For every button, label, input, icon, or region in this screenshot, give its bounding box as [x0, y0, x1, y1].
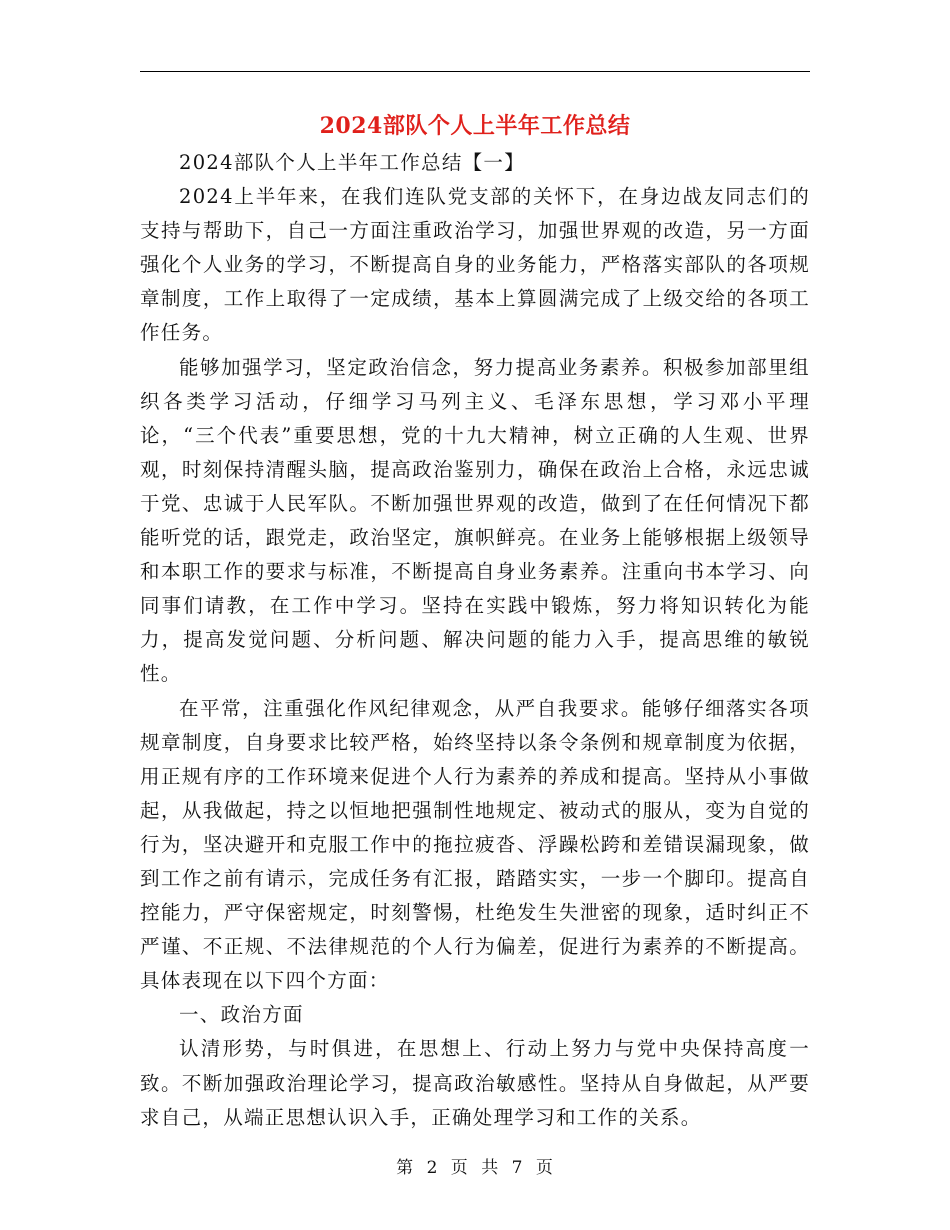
paragraph-intro: 2024上半年来，在我们连队党支部的关怀下，在身边战友同志们的支持与帮助下，自己一方面注重政治学习，加强世界观的改造，另一方面强化个人业务的学习，不断提高自身的业务能力，严格落实部队的各项规章制度，工作上取得了一定成绩，基本上算圆满完成了上级交给的各项工作任务。 — [140, 185, 810, 345]
footer-total-pages: 7 — [511, 1158, 524, 1178]
footer-current-page: 2 — [426, 1158, 439, 1178]
paragraph-politics: 认清形势，与时俱进，在思想上、行动上努力与党中央保持高度一致。不断加强政治理论学习，提高政治敏感性。坚持从自身做起，从严要求自己，从端正思想认识入手，正确处理学习和工作的关系。 — [140, 1037, 810, 1129]
paragraph-study: 能够加强学习，坚定政治信念，努力提高业务素养。积极参加部里组织各类学习活动，仔细学习马列主义、毛泽东思想，学习邓小平理论，“三个代表”重要思想，党的十九大精神，树立正确的人生观、世界观，时刻保持清醒头脑，提高政治鉴别力，确保在政治上合格，永远忠诚于党、忠诚于人民军队。不断加强世界观的改造，做到了在任何情况下都能听党的话，跟党走，政治坚定，旗帜鲜亮。在业务上能够根据上级领导和本职工作的要求与标准，不断提高自身业务素养。注重向书本学习、向同事们请教，在工作中学习。坚持在实践中锻炼，努力将知识转化为能力，提高发觉问题、分析问题、解决问题的能力入手，提高思维的敏锐性。 — [140, 355, 810, 686]
paragraph-discipline: 在平常，注重强化作风纪律观念，从严自我要求。能够仔细落实各项规章制度，自身要求比较严格，始终坚持以条令条例和规章制度为依据，用正规有序的工作环境来促进个人行为素养的养成和提高。坚持从小事做起，从我做起，持之以恒地把强制性地规定、被动式的服从，变为自觉的行为，坚决避开和克服工作中的拖拉疲沓、浮躁松跨和差错误漏现象，做到工作之前有请示，完成任务有汇报，踏踏实实，一步一个脚印。提高自控能力，严守保密规定，时刻警惕，杜绝发生失泄密的现象，适时纠正不严谨、不正规、不法律规范的个人行为偏差，促进行为素养的不断提高。具体表现在以下四个方面： — [140, 696, 810, 993]
footer-unit-label-2: 页 — [535, 1158, 554, 1178]
document-body — [140, 146, 810, 1135]
header-rule — [140, 71, 810, 72]
page-footer — [0, 1153, 950, 1178]
footer-unit-label: 页 — [450, 1158, 469, 1178]
subheading-politics: 一、政治方面 — [179, 1003, 304, 1027]
footer-page-label: 第 — [396, 1158, 415, 1178]
section-heading: 2024部队个人上半年工作总结【一】 — [179, 151, 526, 174]
document-title: 2024部队个人上半年工作总结 — [319, 113, 631, 139]
footer-total-label: 共 — [481, 1158, 500, 1178]
